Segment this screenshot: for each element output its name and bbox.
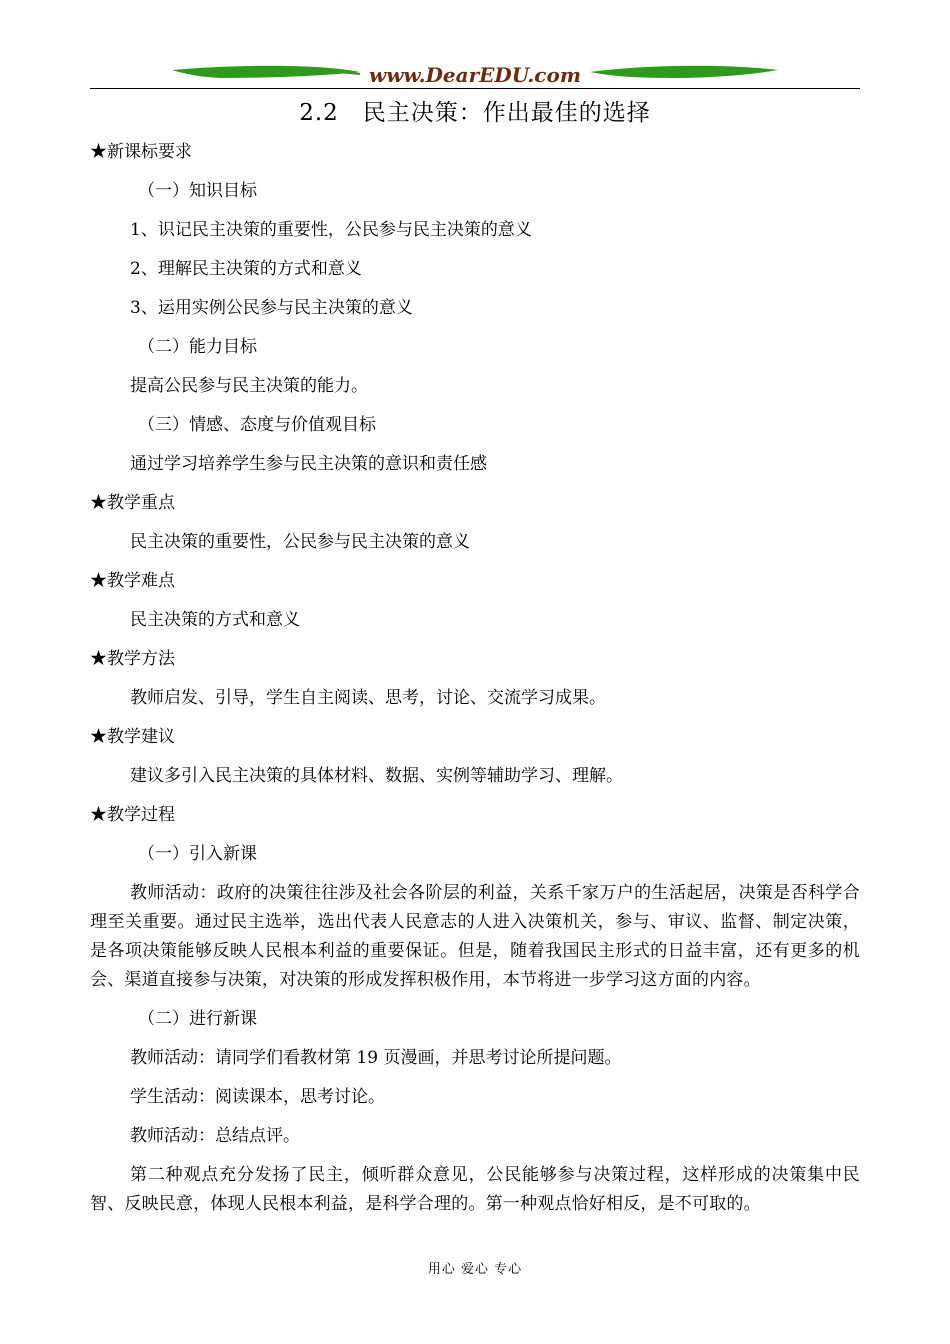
body-text: 民主决策的重要性，公民参与民主决策的意义	[130, 532, 470, 552]
logo-text: www.DearEDU.com	[368, 63, 582, 87]
subheading: （三）情感、态度与价值观目标	[138, 415, 376, 435]
body-text: 提高公民参与民主决策的能力。	[130, 376, 368, 396]
section-heading: ★教学方法	[90, 649, 175, 669]
body-text: 建议多引入民主决策的具体材料、数据、实例等辅助学习、理解。	[130, 766, 623, 786]
section-heading: ★教学重点	[90, 493, 175, 513]
subheading: （一）知识目标	[138, 181, 257, 201]
body-text: 民主决策的方式和意义	[130, 610, 300, 630]
page-footer: 用心 爱心 专心	[427, 1262, 523, 1277]
header-logo-banner	[90, 60, 860, 90]
body-paragraph: 第二种观点充分发扬了民主，倾听群众意见，公民能够参与决策过程，这样形成的决策集中民智、反映民意，体现人民根本利益，是科学合理的。第一种观点恰好相反，是不可取的。	[90, 1165, 860, 1214]
subheading: （一）引入新课	[138, 844, 257, 864]
page-title: 2.2 民主决策：作出最佳的选择	[299, 100, 651, 126]
section-heading: ★教学难点	[90, 571, 175, 591]
section-heading: ★教学建议	[90, 727, 175, 747]
body-text: 教师启发、引导，学生自主阅读、思考，讨论、交流学习成果。	[130, 688, 606, 708]
document-body	[90, 133, 860, 1219]
list-item: 1、识记民主决策的重要性，公民参与民主决策的意义	[130, 220, 532, 240]
body-text: 通过学习培养学生参与民主决策的意识和责任感	[130, 454, 487, 474]
subheading: （二）进行新课	[138, 1009, 257, 1029]
section-heading: ★教学过程	[90, 805, 175, 825]
right-swoosh	[590, 66, 778, 78]
body-text: 教师活动：请同学们看教材第 19 页漫画，并思考讨论所提问题。	[130, 1048, 622, 1068]
list-item: 2、理解民主决策的方式和意义	[130, 259, 362, 279]
subheading: （二）能力目标	[138, 337, 257, 357]
header-rule	[90, 88, 860, 89]
section-heading: ★新课标要求	[90, 142, 192, 162]
list-item: 3、运用实例公民参与民主决策的意义	[130, 298, 413, 318]
body-text: 学生活动：阅读课本，思考讨论。	[130, 1087, 385, 1107]
body-paragraph: 教师活动：政府的决策往往涉及社会各阶层的利益，关系千家万户的生活起居，决策是否科学合理至关重要。通过民主选举，选出代表人民意志的人进入决策机关，参与、审议、监督、制定决策，是各项决策能够反映人民根本利益的重要保证。但是，随着我国民主形式的日益丰富，还有更多的机会、渠道直接参与决策，对决策的形成发挥积极作用，本节将进一步学习这方面的内容。	[90, 883, 860, 990]
page-header	[90, 60, 860, 90]
body-text: 教师活动：总结点评。	[130, 1126, 300, 1146]
